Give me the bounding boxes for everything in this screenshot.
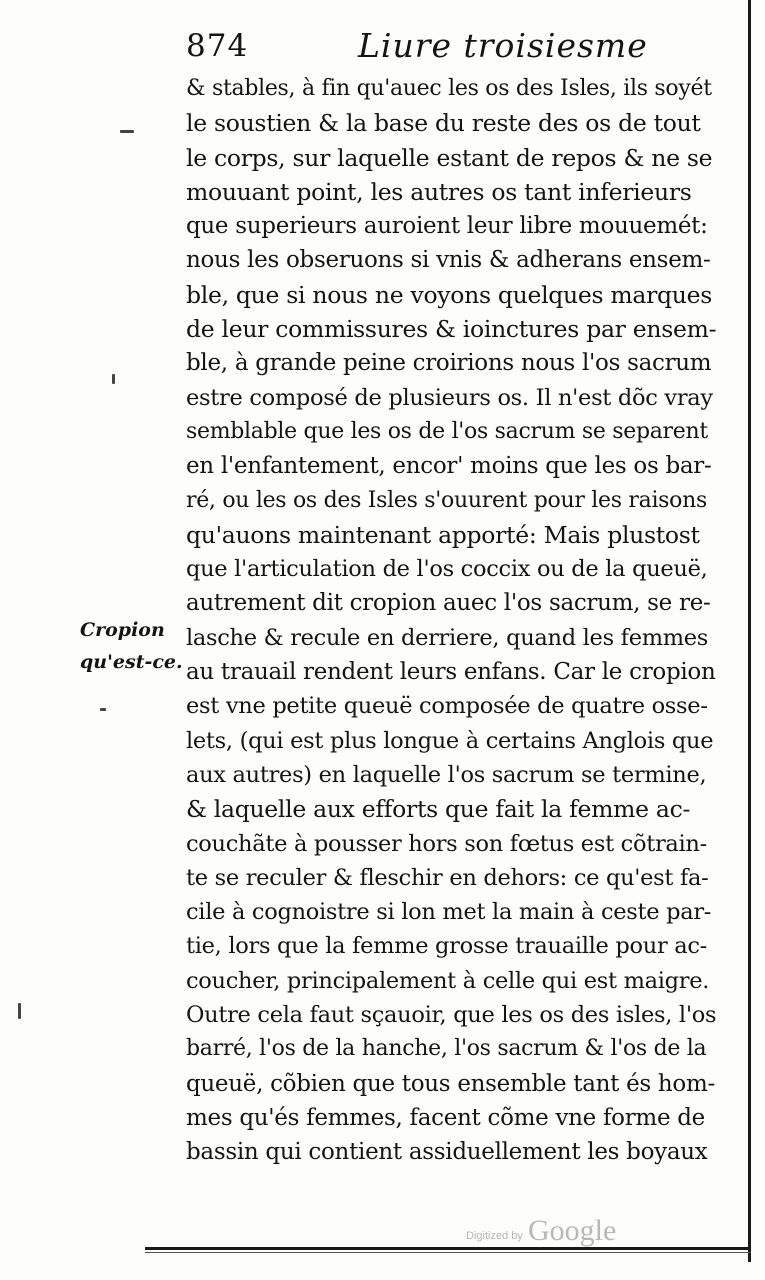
page-number: 874: [186, 28, 249, 64]
ink-speck: [18, 1003, 21, 1019]
text-line: semblable que les os de l'os sacrum se separent: [186, 418, 708, 444]
margin-note: [80, 614, 183, 678]
page-header: [186, 22, 726, 72]
text-line: lets, (qui est plus longue à certains Anglois que: [186, 727, 714, 754]
text-line: couchãte à pousser hors son fœtus est cõtrain-: [186, 830, 707, 857]
text-line: que l'articulation de l'os coccix ou de la queuë,: [186, 556, 708, 583]
text-line: tie, lors que la femme grosse trauaille pour ac-: [186, 933, 707, 960]
text-line: mouuant point, les autres os tant inferieurs: [186, 177, 692, 206]
ink-speck: [100, 708, 106, 711]
text-line: le corps, sur laquelle estant de repos & ne se: [186, 143, 713, 172]
text-line: est vne petite queuë composée de quatre osse-: [186, 693, 708, 720]
ink-speck: [112, 374, 115, 384]
text-line: qu'auons maintenant apporté: Mais plustost: [186, 520, 700, 549]
text-line: le soustien & la base du reste des os de tout: [186, 109, 701, 138]
text-line: te se reculer & fleschir en dehors: ce qu'est fa-: [186, 864, 709, 891]
text-line: queuë, cõbien que tous ensemble tant és hom-: [186, 1070, 715, 1097]
text-line: coucher, principalement à celle qui est maigre.: [186, 967, 710, 994]
text-line: lasche & recule en derriere, quand les femmes: [186, 624, 709, 651]
text-line: estre composé de plusieurs os. Il n'est dõc vray: [186, 384, 713, 411]
text-line: & stables, à fin qu'auec les os des Isles, ils soyét: [186, 76, 712, 101]
text-line: mes qu'és femmes, facent cõme vne forme de: [186, 1104, 705, 1131]
text-line: & laquelle aux efforts que fait la femme ac-: [186, 795, 691, 824]
text-line: en l'enfantement, encor' moins que les os bar-: [186, 453, 712, 480]
margin-note-line-1: Cropion: [80, 619, 165, 641]
scan-edge-bottom-shadow: [145, 1252, 751, 1253]
text-line: que superieurs auroient leur libre mouuemét:: [186, 213, 708, 240]
scan-edge-bottom: [145, 1247, 751, 1250]
digitized-label: Digitized by: [466, 1230, 523, 1242]
text-line: ble, à grande peine croirions nous l'os sacrum: [186, 350, 712, 377]
running-head: Liure troisiesme: [358, 26, 648, 65]
text-line: bassin qui contient assiduellement les boyaux: [186, 1139, 708, 1166]
body-text: [186, 72, 716, 1170]
text-line: autrement dit cropion auec l'os sacrum, se re-: [186, 590, 711, 617]
google-logo: Google: [528, 1214, 617, 1247]
scan-edge-right: [748, 0, 751, 1262]
margin-note-line-2: qu'est-ce.: [80, 651, 183, 673]
text-line: de leur commissures & ioinctures par ensem-: [186, 315, 717, 344]
text-line: ré, ou les os des Isles s'ouurent pour les raisons: [186, 487, 707, 513]
text-line: aux autres) en laquelle l'os sacrum se termine,: [186, 761, 707, 788]
text-line: nous les obseruons si vnis & adherans ensem-: [186, 247, 711, 274]
text-line: barré, l'os de la hanche, l'os sacrum & l'os de la: [186, 1036, 707, 1062]
ink-speck: [120, 130, 134, 133]
text-line: au trauail rendent leurs enfans. Car le cropion: [186, 659, 716, 686]
text-line: cile à cognoistre si lon met la main à ceste par-: [186, 899, 712, 926]
text-line: Outre cela faut sçauoir, que les os des isles, l'os: [186, 1002, 717, 1029]
text-line: ble, que si nous ne voyons quelques marques: [186, 280, 712, 309]
